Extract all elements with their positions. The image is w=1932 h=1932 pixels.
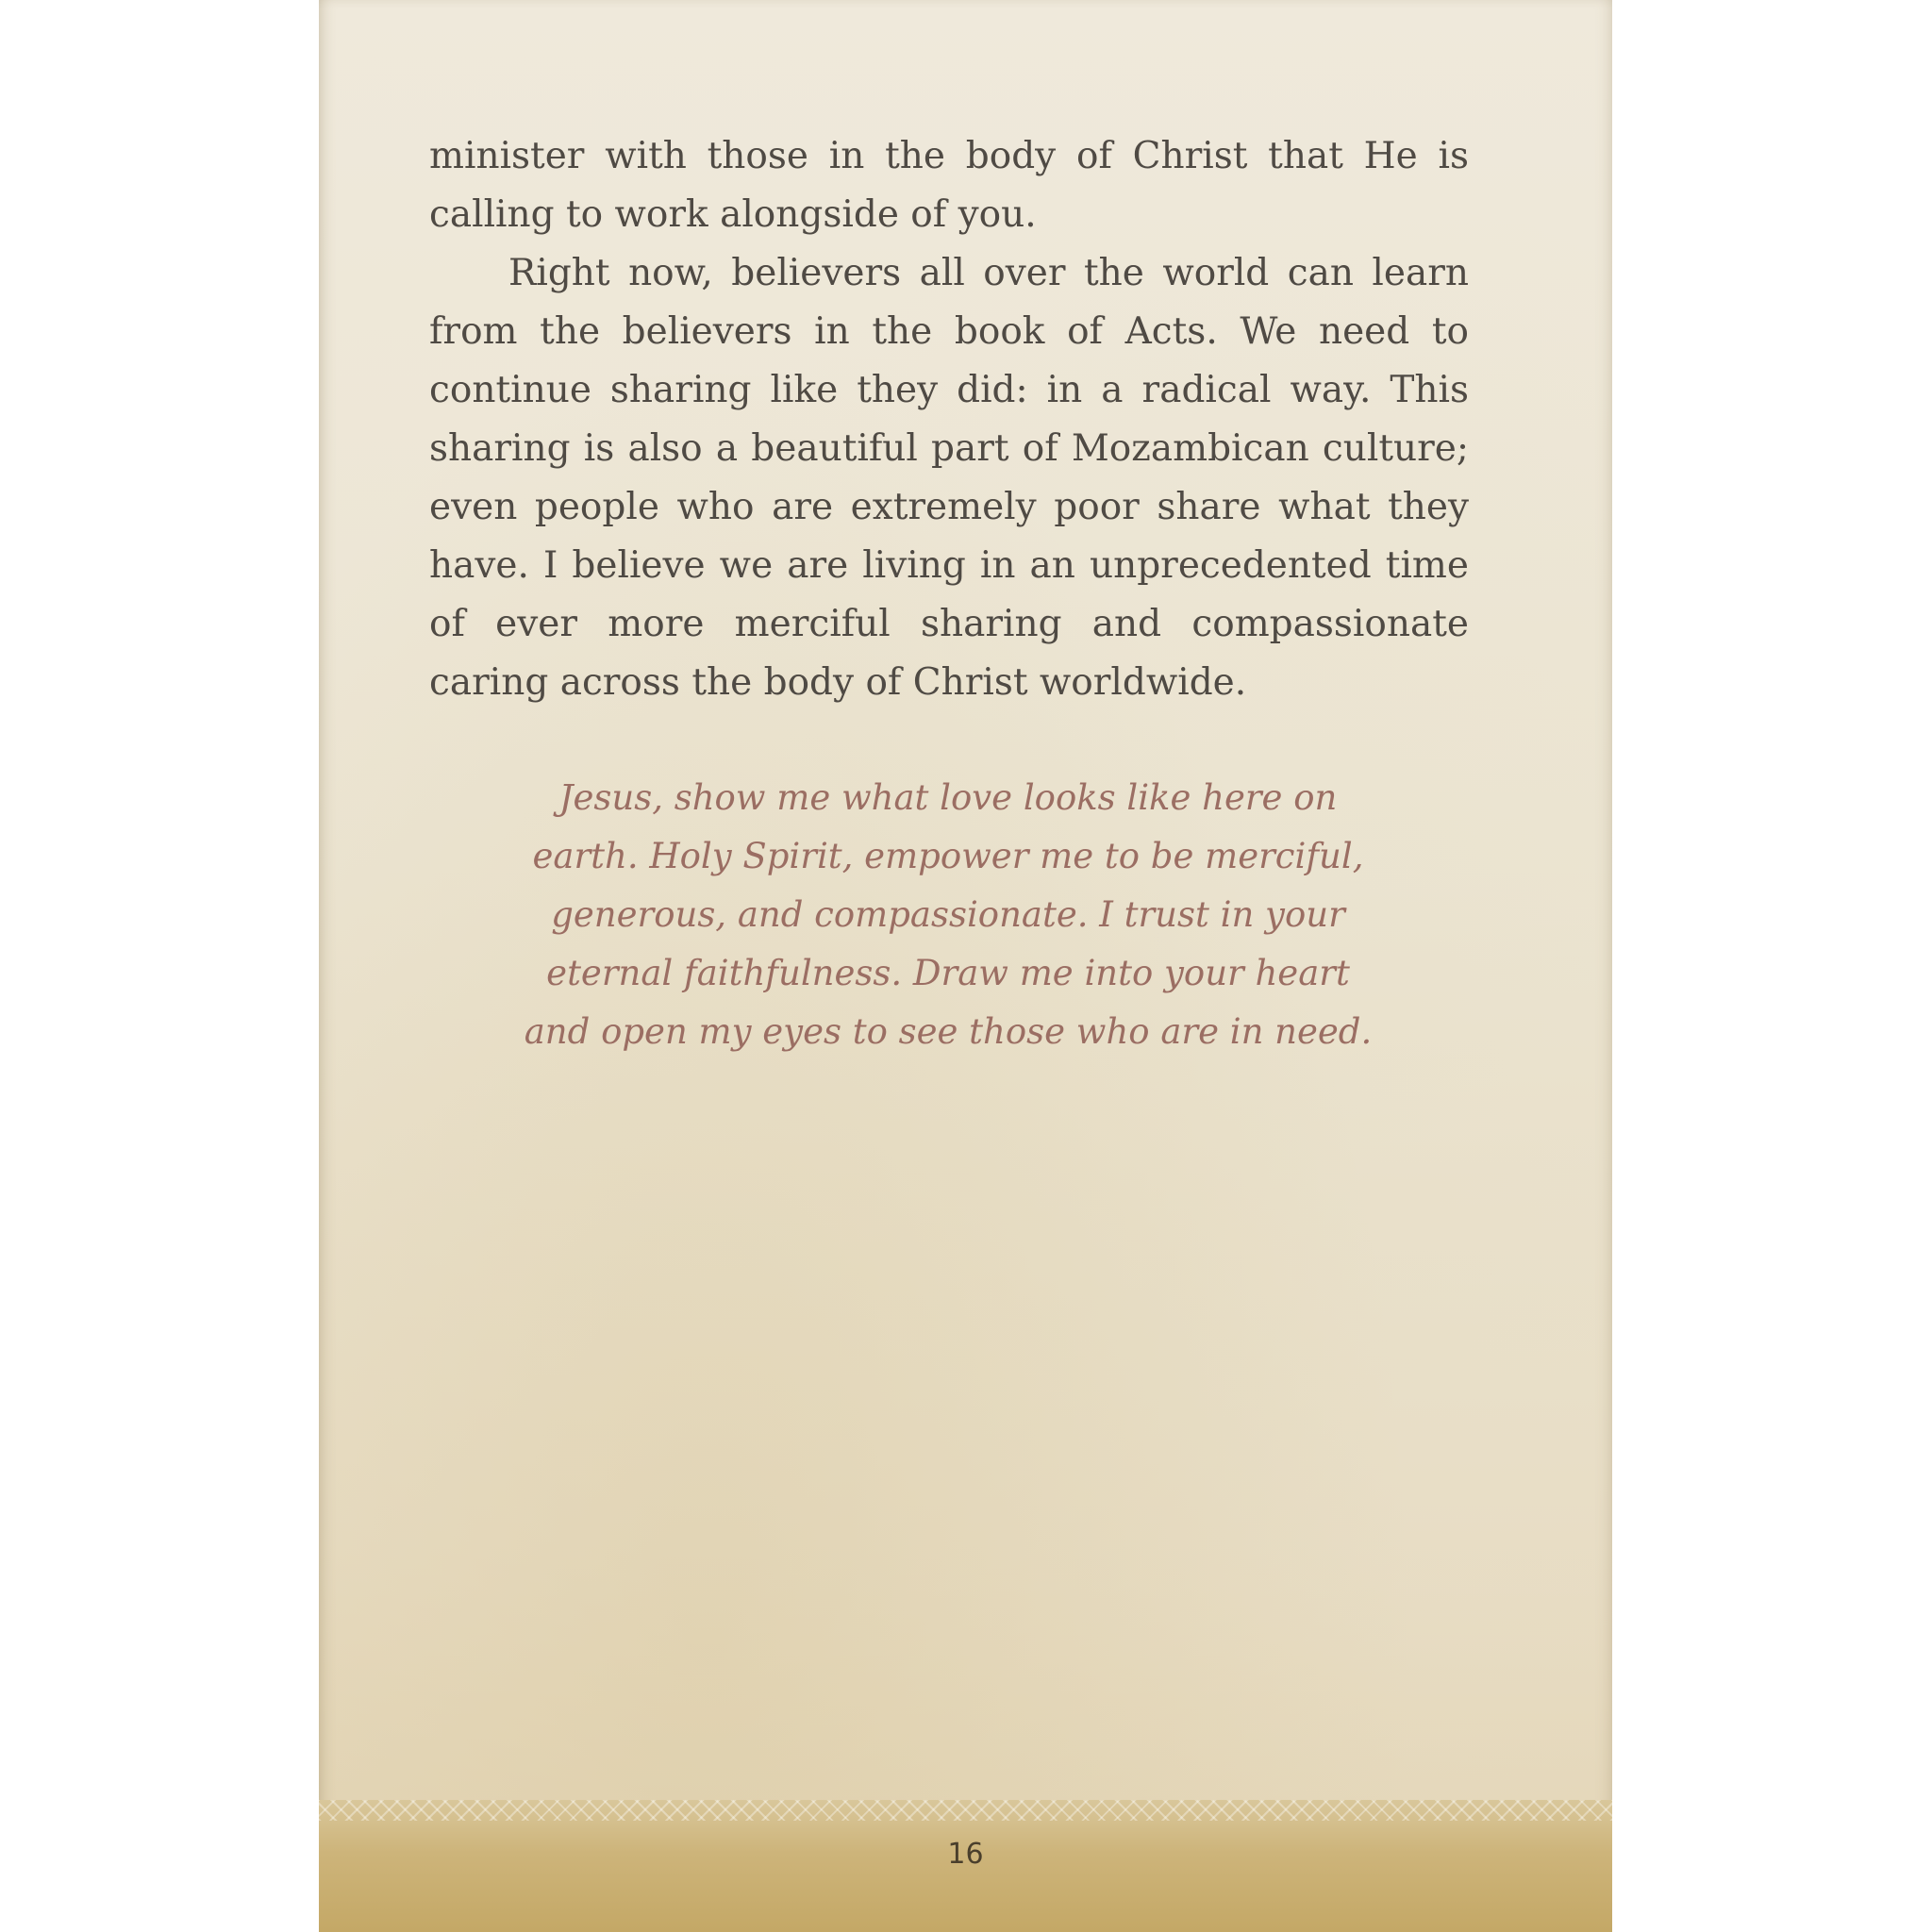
page-number: 16 (947, 1838, 984, 1871)
book-page (319, 0, 1612, 1932)
prayer-text: Jesus, show me what love looks like here on earth. Holy Spirit, empower me to be merciful, generous, and compassionate. I trust in your eternal faithfulness. Draw me into your heart and open my eyes to see those who are in need. (524, 777, 1373, 1052)
body-paragraph: minister with those in the body of Christ that He is calling to work alongside of you. (429, 135, 1469, 236)
body-text (429, 127, 1469, 712)
body-paragraph: Right now, believers all over the world can learn from the believers in the book of Acts. We need to continue sharing like they did: in a radical way. This sharing is also a beautiful part of Mozambican culture; even people who are extremely poor share what they have. I believe we are living in an unprecedented time of ever more merciful sharing and compassionate caring across the body of Christ worldwide. (429, 252, 1469, 704)
footer-band (319, 1800, 1612, 1932)
decorative-border (319, 1800, 1612, 1821)
